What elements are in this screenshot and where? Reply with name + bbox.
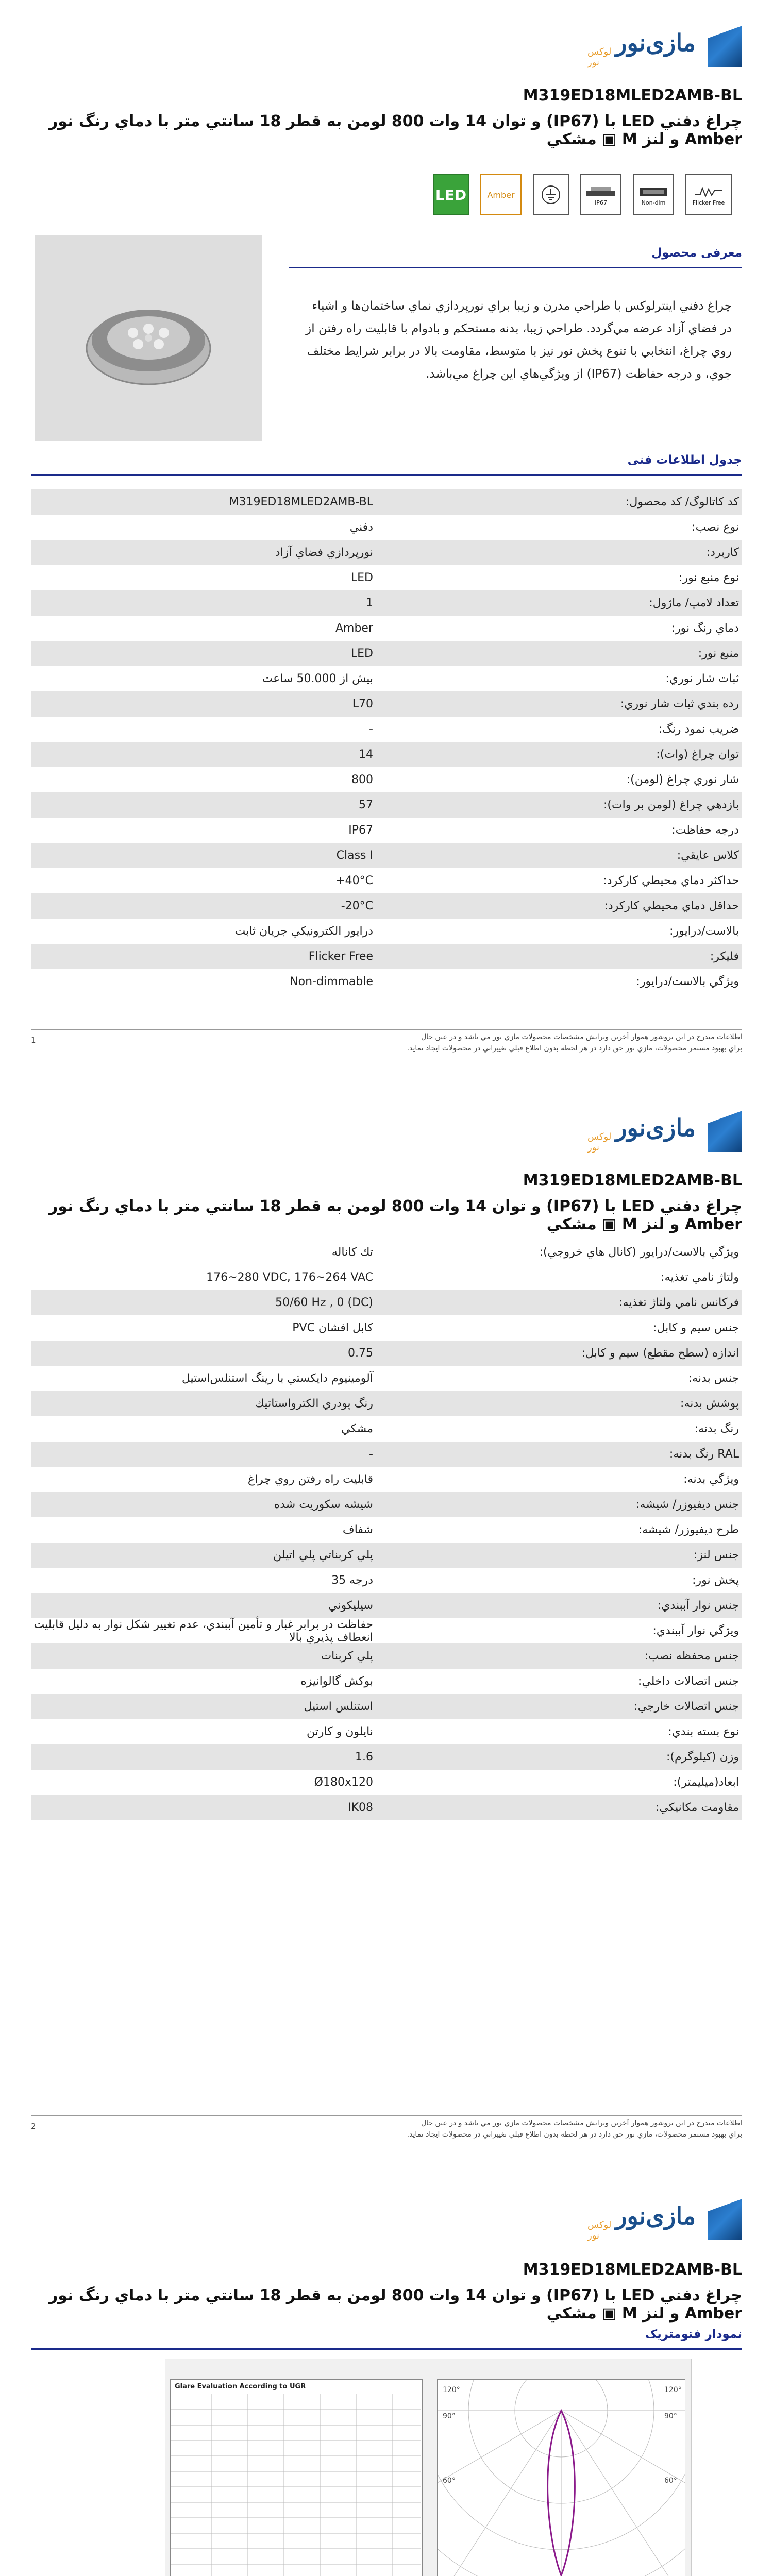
brand-mark-icon xyxy=(708,2199,742,2240)
table-row: ابعاد(ميليمتر): Ø180x120 xyxy=(31,1770,742,1795)
table-row: حداقل دماي محيطي كاركرد: -20°C xyxy=(31,893,742,919)
table-row: جنس محفظه نصب: پلي كربنات xyxy=(31,1643,742,1669)
polar-label: 120° xyxy=(443,2386,460,2394)
polar-diagram xyxy=(437,2379,685,2576)
photometric-heading: نمودار فتومتریک xyxy=(645,2328,742,2341)
footer-note: اطلاعات مندرج در اين بروشور هموار آخرين ويرايش مشخصات محصولات مازي نور مي باشد و در عين حال براي بهبود مستمر محصولات، مازي نور حق دارد در هر لحظه بدون اطلاع قبلي تغييراتي در محصولات ايجاد نمايد. xyxy=(407,1033,742,1053)
product-title: چراغ دفني LED با (IP67) و توان 14 وات 800 لومن به قطر 18 سانتي متر با دماي رنگ نور Amber و لنز M ▣ مشكي xyxy=(49,1197,742,1233)
brand-tagline: لوکس نور xyxy=(587,2219,612,2241)
brand-name: مازی‌نور xyxy=(615,29,696,57)
table-row: نوع نصب: دفني xyxy=(31,515,742,540)
table-row: کد کاتالوگ/ کد محصول: M319ED18MLED2AMB-BL xyxy=(31,489,742,515)
table-row: شار نوري چراغ (لومن): 800 xyxy=(31,767,742,792)
ugr-title: Glare Evaluation According to UGR xyxy=(171,2380,422,2394)
table-row: جنس اتصالات خارجي: استنلس استيل xyxy=(31,1694,742,1719)
table-row: كلاس عايقي: Class I xyxy=(31,843,742,868)
table-row: طرح ديفيوزر/ شيشه: شفاف xyxy=(31,1517,742,1543)
table-row: نوع بسته بندي: نايلون و كارتن xyxy=(31,1719,742,1744)
driver-icon xyxy=(638,184,669,199)
polar-label: 90° xyxy=(664,2412,677,2420)
polar-label: 60° xyxy=(443,2477,456,2485)
table-row: ضريب نمود رنگ: - xyxy=(31,717,742,742)
flicker-icon xyxy=(693,184,724,199)
table-row: RAL رنگ بدنه: - xyxy=(31,1442,742,1467)
table-row: کاربرد: نورپردازي فضاي آزاد xyxy=(31,540,742,565)
brand-logo xyxy=(587,2199,742,2240)
brand-mark-icon xyxy=(708,26,742,67)
polar-label: 90° xyxy=(443,2412,456,2420)
brand-logo xyxy=(587,1111,742,1152)
ip-rating-icon xyxy=(585,184,616,199)
table-row: جنس نوار آببندي: سيليكوني xyxy=(31,1593,742,1618)
intro-section-head xyxy=(289,246,742,268)
brand-logo xyxy=(587,26,742,67)
intro-text: چراغ دفني اينترلوكس با طراحي مدرن و زيبا براي نورپردازي نماي ساختمان‌ها و اشياء در فضاي آزاد عرضه مي‌گردد. طراحي زيبا، بدنه مستحكم و بادوام با قابليت راه رفتن از روي چراغ، انتخابي با تنوع پخش نور نيز با متوسط، مقاومت بالا در برابر شرايط مختلف جوي، و درجه حفاظت (IP67) از ويژگي‌هاي اين چراغ مي‌باشد. xyxy=(306,299,732,381)
flicker-free-badge xyxy=(685,174,732,215)
polar-curve xyxy=(438,2380,685,2576)
product-photo xyxy=(35,235,262,441)
footer-divider xyxy=(31,1029,742,1030)
table-row: ويژگي بالاست/درايور: Non-dimmable xyxy=(31,969,742,994)
table-row: ولتاژ نامي تغذيه: 176~280 VDC, 176~264 VAC xyxy=(31,1265,742,1290)
table-row: مقاومت مكانيكي: IK08 xyxy=(31,1795,742,1820)
table-row: جنس بدنه: آلومينيوم دايكستي با رينگ استنلس‌استيل xyxy=(31,1366,742,1391)
non-dim-badge xyxy=(633,174,674,215)
specs-section-head xyxy=(31,453,742,476)
specs-heading: جدول اطلاعات فنی xyxy=(627,453,742,467)
spec-table-2 xyxy=(31,1240,742,1820)
ugr-grid xyxy=(171,2394,421,2576)
footer-note: اطلاعات مندرج در اين بروشور هموار آخرين ويرايش مشخصات محصولات مازي نور مي باشد و در عين حال براي بهبود مستمر محصولات، مازي نور حق دارد در هر لحظه بدون اطلاع قبلي تغييراتي در محصولات ايجاد نمايد. xyxy=(407,2119,742,2139)
table-row: درجه حفاظت: IP67 xyxy=(31,818,742,843)
table-row: حداكثر دماي محيطي كاركرد: +40°C xyxy=(31,868,742,893)
table-row: رنگ بدنه: مشكي xyxy=(31,1416,742,1442)
brand-tagline: لوکس نور xyxy=(587,46,612,68)
brand-name: مازی‌نور xyxy=(615,1114,696,1142)
page-number: 2 xyxy=(31,2122,36,2131)
table-row: جنس لنز: پلي كربناتي پلي اتيلن xyxy=(31,1543,742,1568)
footer-divider xyxy=(31,2115,742,2116)
brand-mark-icon xyxy=(708,1111,742,1152)
table-row: پوشش بدنه: رنگ پودري الكترواستاتيك xyxy=(31,1391,742,1416)
table-row: جنس اتصالات داخلي: بوكش گالوانيزه xyxy=(31,1669,742,1694)
table-row: ويژگي نوار آببندي: حفاظت در برابر غبار و تأمين آببندي، عدم تغيير شكل نوار به دليل قابليت انعطاف پذيري بالا xyxy=(31,1618,742,1643)
product-title: چراغ دفني LED با (IP67) و توان 14 وات 800 لومن به قطر 18 سانتي متر با دماي رنگ نور Amber و لنز M ▣ مشكي xyxy=(49,112,742,148)
brand-name: مازی‌نور xyxy=(615,2202,696,2230)
led-badge: LED xyxy=(433,174,469,215)
table-row: توان چراغ (وات): 14 xyxy=(31,742,742,767)
photometric-section-head xyxy=(31,2328,742,2350)
table-row: ويژگي بدنه: قابليت راه رفتن روي چراغ xyxy=(31,1467,742,1492)
product-code: M319ED18MLED2AMB-BL xyxy=(523,2261,742,2279)
intro-heading: معرفی محصول xyxy=(651,246,742,260)
flicker-free-label: Flicker Free xyxy=(692,199,725,206)
table-row: نوع منبع نور: LED xyxy=(31,565,742,590)
product-code: M319ED18MLED2AMB-BL xyxy=(523,1172,742,1190)
table-row: تعداد لامپ/ ماژول: 1 xyxy=(31,590,742,616)
polar-label: 60° xyxy=(664,2477,677,2485)
ip67-label: IP67 xyxy=(595,199,607,206)
table-row: فركانس نامي ولتاژ تغذيه: 50/60 Hz , 0 (DC) xyxy=(31,1290,742,1315)
table-row: ثبات شار نوري: بيش از 50.000 ساعت xyxy=(31,666,742,691)
amber-badge: Amber xyxy=(480,174,522,215)
brand-tagline: لوکس نور xyxy=(587,1131,612,1153)
polar-label: 120° xyxy=(664,2386,682,2394)
certification-badges xyxy=(433,174,742,215)
spec-table-1 xyxy=(31,489,742,994)
table-row: پخش نور: درجه 35 xyxy=(31,1568,742,1593)
table-row: جنس سيم و كابل: كابل افشان PVC xyxy=(31,1315,742,1341)
table-row: رده بندي ثبات شار نوري: L70 xyxy=(31,691,742,717)
class-i-badge xyxy=(533,174,569,215)
product-title: چراغ دفني LED با (IP67) و توان 14 وات 800 لومن به قطر 18 سانتي متر با دماي رنگ نور Amber و لنز M ▣ مشكي xyxy=(49,2286,742,2323)
non-dim-label: Non-dim xyxy=(641,199,666,206)
earth-icon xyxy=(541,184,561,205)
table-row: فليكر: Flicker Free xyxy=(31,944,742,969)
table-row: وزن (كيلوگرم): 1.6 xyxy=(31,1744,742,1770)
ip67-badge xyxy=(580,174,621,215)
page-number: 1 xyxy=(31,1036,36,1045)
product-image xyxy=(35,235,262,441)
table-row: اندازه (سطح مقطع) سيم و كابل: 0.75 xyxy=(31,1341,742,1366)
table-row: ويژگي بالاست/درايور (كانال هاي خروجي): تك كاناله xyxy=(31,1240,742,1265)
table-row: جنس ديفيوزر/ شيشه: شيشه سكوريت شده xyxy=(31,1492,742,1517)
table-row: منبع نور: LED xyxy=(31,641,742,666)
table-row: دماي رنگ نور: Amber xyxy=(31,616,742,641)
table-row: بازدهي چراغ (لومن بر وات): 57 xyxy=(31,792,742,818)
page-2 xyxy=(0,1085,773,2173)
table-row: بالاست/درايور: درايور الكترونيكي جريان ثابت xyxy=(31,919,742,944)
product-code: M319ED18MLED2AMB-BL xyxy=(523,87,742,105)
page-1 xyxy=(0,0,773,1085)
ugr-glare-table xyxy=(170,2379,423,2576)
